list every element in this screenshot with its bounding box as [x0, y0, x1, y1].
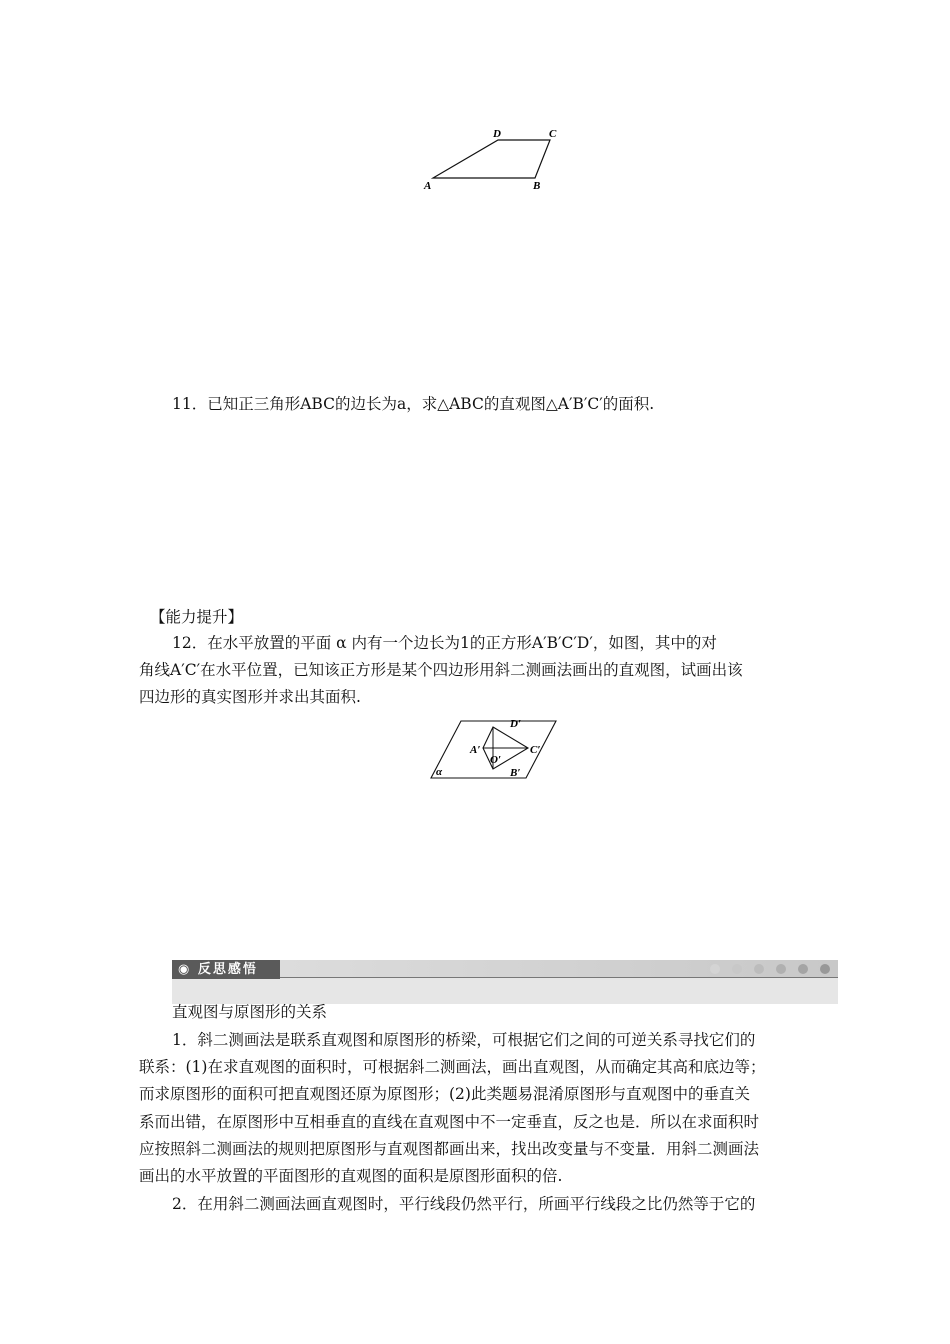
label-d: D	[493, 128, 501, 140]
banner-dot-3	[754, 964, 764, 974]
label-o-prime: O′	[490, 754, 502, 766]
square-in-plane-figure	[426, 715, 562, 783]
reflection-line-5: 应按照斜二测画法的规则把原图形与直观图都画出来，找出改变量与不变量．用斜二测画法	[139, 1140, 760, 1158]
banner-dot-1	[710, 964, 720, 974]
label-a-prime: A′	[470, 744, 481, 756]
question-11: 11．已知正三角形ABC的边长为a，求△ABC的直观图△A′B′C′的面积.	[172, 395, 655, 413]
label-c-prime: C′	[530, 744, 541, 756]
section-ability-heading: 【能力提升】	[150, 608, 244, 626]
trapezoid-figure	[420, 125, 570, 195]
reflection-heading: 直观图与原图形的关系	[172, 1003, 328, 1021]
reflection-line-2: 联系：(1)在求直观图的面积时，可根据斜二测画法，画出直观图，从而确定其高和底边等；	[139, 1058, 766, 1076]
question-12-line-3: 四边形的真实图形并求出其面积.	[139, 688, 361, 706]
reflection-line-1: 1．斜二测画法是联系直观图和原图形的桥梁，可根据它们之间的可逆关系寻找它们的	[172, 1031, 756, 1049]
reflection-banner	[172, 960, 838, 1004]
banner-dot-2	[732, 964, 742, 974]
label-c: C	[549, 128, 557, 140]
reflection-line-6: 画出的水平放置的平面图形的直观图的面积是原图形面积的倍.	[139, 1167, 563, 1185]
label-a: A	[424, 180, 432, 192]
label-b: B	[533, 180, 541, 192]
question-12-line-2: 角线A′C′在水平位置，已知该正方形是某个四边形用斜二测画法画出的直观图，试画出该	[139, 661, 743, 679]
label-alpha: α	[436, 766, 443, 778]
banner-dot-6	[820, 964, 830, 974]
question-12-line-1: 12．在水平放置的平面 α 内有一个边长为1的正方形A′B′C′D′，如图，其中的对	[172, 634, 717, 652]
banner-dot-5	[798, 964, 808, 974]
trapezoid-shape	[433, 140, 550, 178]
reflection-line-3: 而求原图形的面积可把直观图还原为原图形；(2)此类题易混淆原图形与直观图中的垂直关	[139, 1085, 750, 1103]
banner-strip	[280, 960, 838, 978]
label-d-prime: D′	[510, 718, 522, 730]
reflection-line-4: 系而出错，在原图形中互相垂直的直线在直观图中不一定垂直，反之也是．所以在求面积时	[139, 1113, 760, 1131]
label-b-prime: B′	[510, 767, 521, 779]
banner-dot-4	[776, 964, 786, 974]
reflection-banner-title: ◉ 反思感悟	[172, 960, 280, 979]
reflection-line-7: 2．在用斜二测画法画直观图时，平行线段仍然平行，所画平行线段之比仍然等于它的	[172, 1195, 756, 1213]
